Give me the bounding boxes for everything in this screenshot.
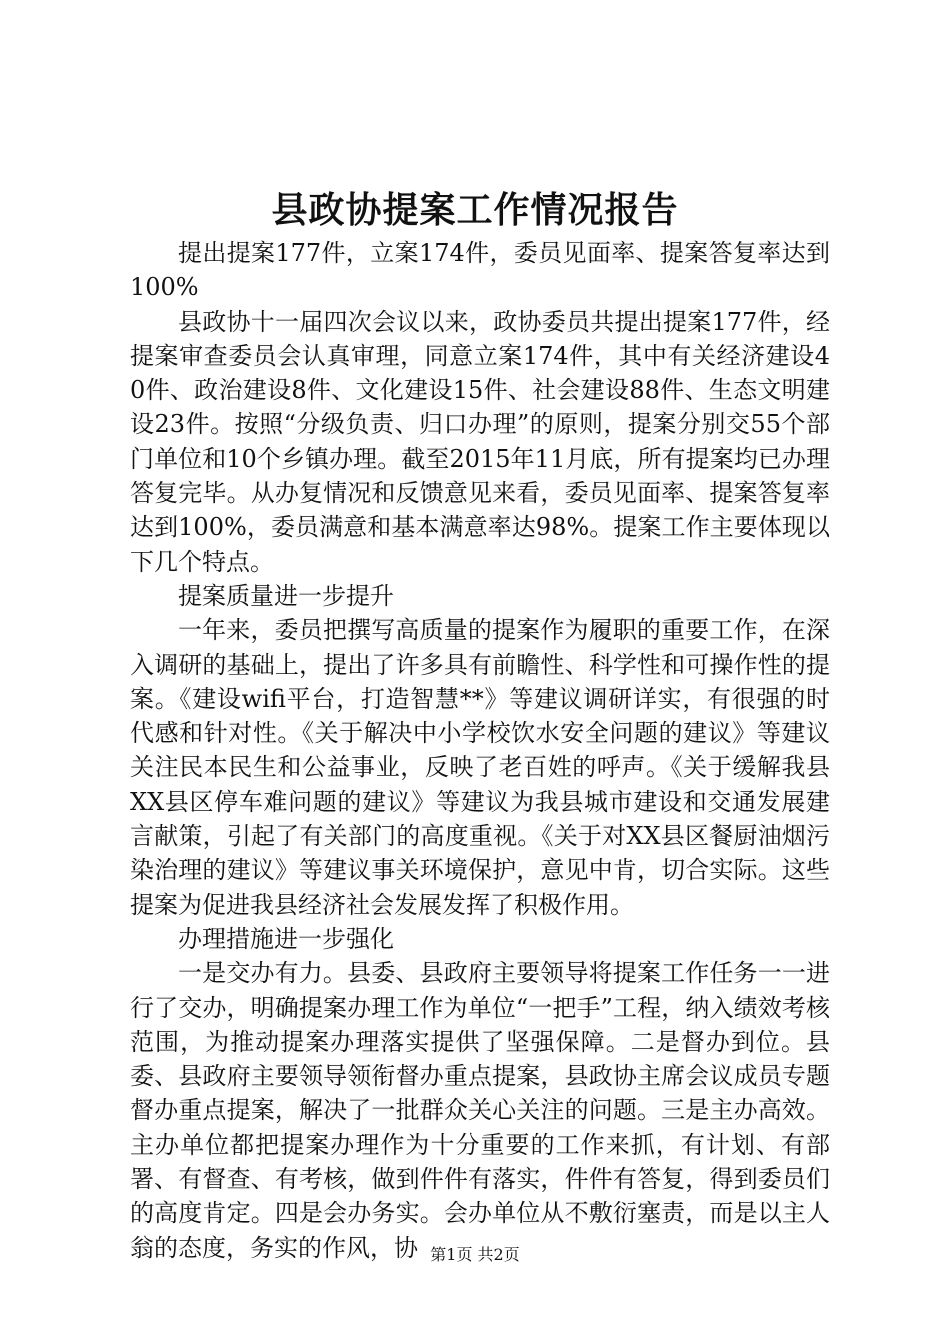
paragraph-quality: 一年来，委员把撰写高质量的提案作为履职的重要工作，在深入调研的基础上，提出了许多具有前瞻性、科学性和可操作性的提案。《建设wifi平台，打造智慧**》等建议调研详实，有很强的时代感和针对性。《关于解决中小学校饮水安全问题的建议》等建议关注民本民生和公益事业，反映了老百姓的呼声。《关于缓解我县XX县区停车难问题的建议》等建议为我县城市建设和交通发展建言献策，引起了有关部门的高度重视。《关于对XX县区餐厨油烟污染治理的建议》等建议事关环境保护，意见中肯，切合实际。这些提案为促进我县经济社会发展发挥了积极作用。 bbox=[130, 616, 830, 919]
section-heading-quality: 提案质量进一步提升 bbox=[178, 581, 394, 610]
paragraph-summary: 提出提案177件，立案174件，委员见面率、提案答复率达到100% bbox=[130, 239, 830, 302]
page-title: 县政协提案工作情况报告 bbox=[271, 189, 679, 231]
paragraph-overview: 县政协十一届四次会议以来，政协委员共提出提案177件，经提案审查委员会认真审理，同意立案174件，其中有关经济建设40件、政治建设8件、文化建设15件、社会建设88件、生态文明建设23件。按照“分级负责、归口办理”的原则，提案分别交55个部门单位和10个乡镇办理。截至2015年11月底，所有提案均已办理答复完毕。从办复情况和反馈意见来看，委员见面率、提案答复率达到100%，委员满意和基本满意率达98%。提案工作主要体现以下几个特点。 bbox=[130, 307, 830, 576]
paragraph-measures: 一是交办有力。县委、县政府主要领导将提案工作任务一一进行了交办，明确提案办理工作为单位“一把手”工程，纳入绩效考核范围，为推动提案办理落实提供了坚强保障。二是督办到位。县委、县政府主要领导领衔督办重点提案，县政协主席会议成员专题督办重点提案，解决了一批群众关心关注的问题。三是主办高效。主办单位都把提案办理作为十分重要的工作来抓，有计划、有部署、有督查、有考核，做到件件有落实，件件有答复，得到委员们的高度肯定。四是会办务实。会办单位从不敷衍塞责，而是以主人翁的态度，务实的作风，协 bbox=[130, 959, 830, 1262]
page-number-footer: 第1页 共2页 bbox=[430, 1245, 520, 1264]
section-heading-measures: 办理措施进一步强化 bbox=[178, 924, 394, 953]
document-body bbox=[130, 236, 830, 1265]
